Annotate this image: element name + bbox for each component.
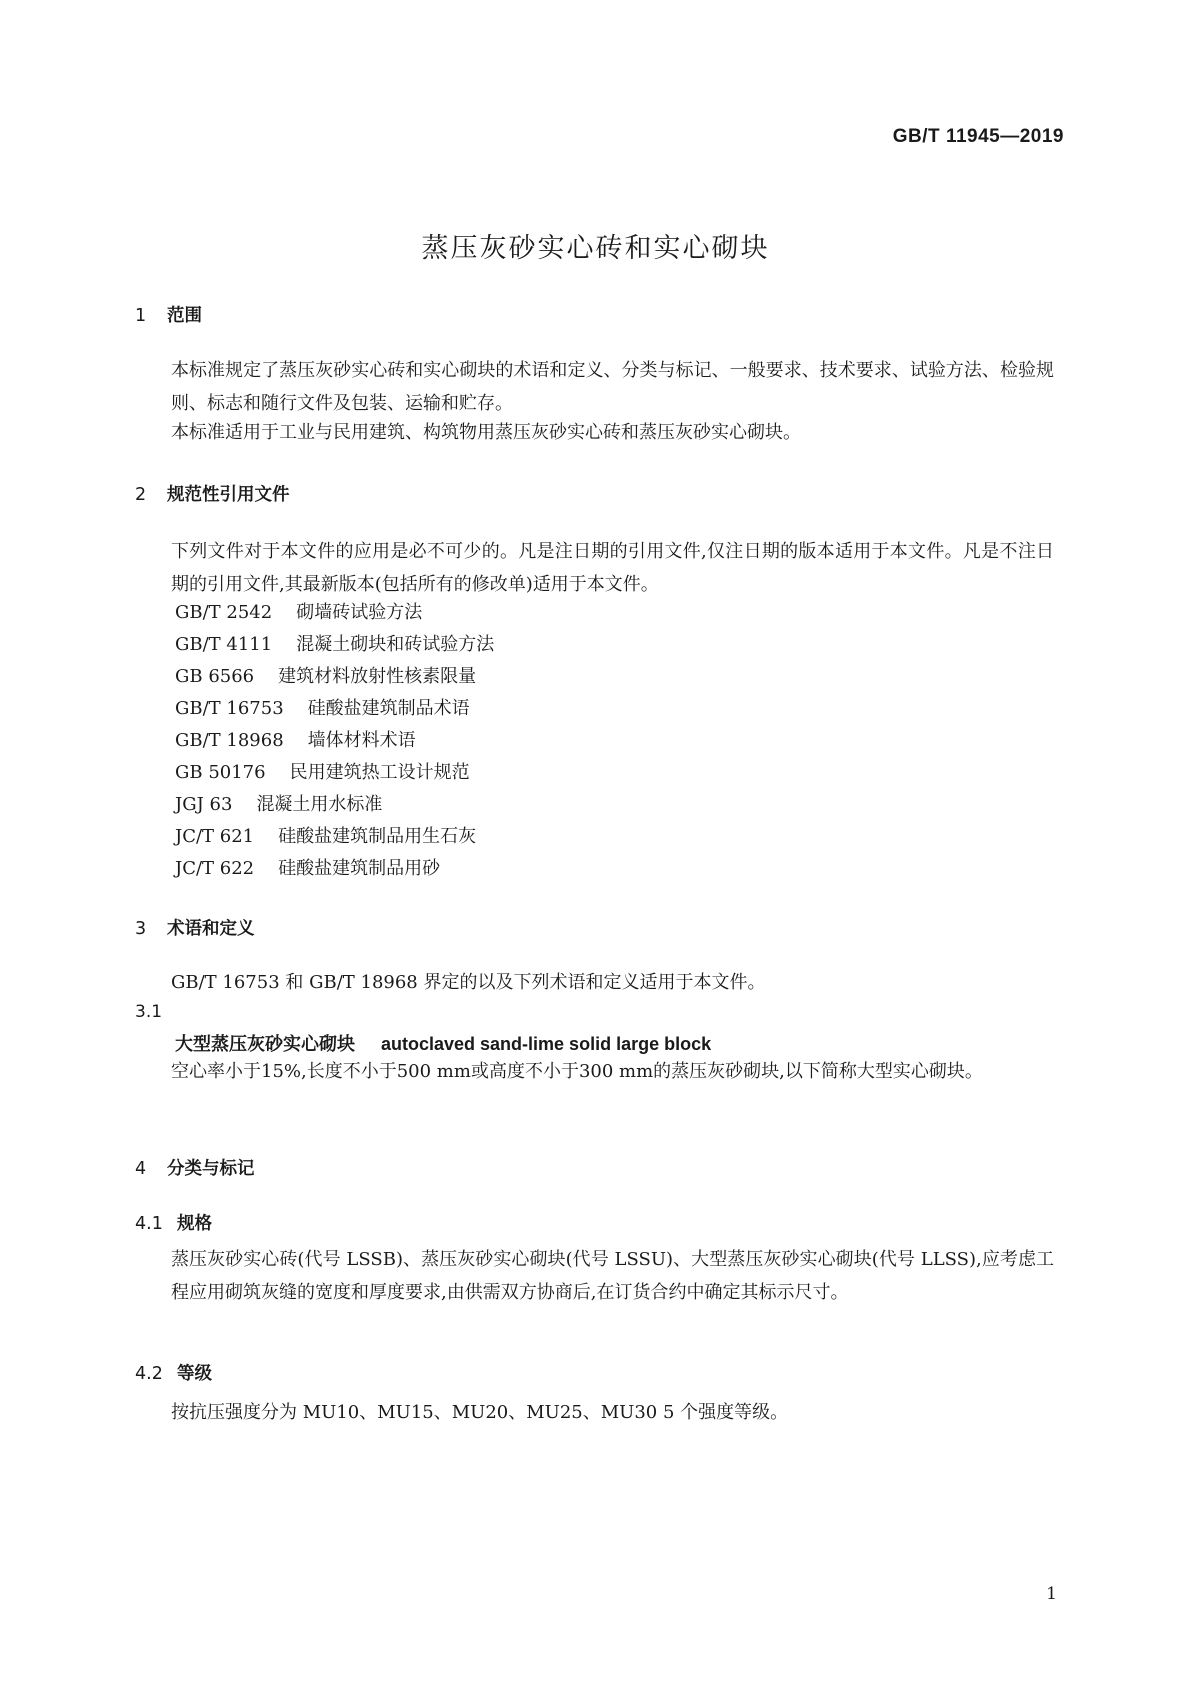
term-heading [175, 1030, 711, 1056]
term-number: 3.1 [135, 1002, 163, 1022]
document-title: 蒸压灰砂实心砖和实心砌块 [421, 233, 770, 264]
reference-item: GB/T 2542 砌墙砖试验方法 [175, 602, 423, 623]
standard-code: GB/T 11945—2019 [892, 126, 1064, 147]
section-number: 4.1 [135, 1214, 163, 1234]
subsection-4-2-paragraph: 按抗压强度分为 MU10、MU15、MU20、MU25、MU30 5 个强度等级。 [171, 1402, 789, 1423]
section-title: 等级 [177, 1364, 212, 1384]
section-title: 术语和定义 [167, 919, 255, 939]
section-number: 4.2 [135, 1364, 163, 1384]
reference-item: GB 6566 建筑材料放射性核素限量 [175, 666, 477, 687]
reference-item: JGJ 63 混凝土用水标准 [175, 794, 383, 815]
subsection-4-1-heading [135, 1210, 212, 1235]
section-title: 规范性引用文件 [167, 485, 290, 505]
subsection-4-2-heading [135, 1360, 212, 1385]
section-title: 分类与标记 [167, 1159, 255, 1179]
term-english: autoclaved sand-lime solid large block [381, 1034, 712, 1054]
reference-item: GB 50176 民用建筑热工设计规范 [175, 762, 470, 783]
section-1-paragraph-2: 本标准适用于工业与民用建筑、构筑物用蒸压灰砂实心砖和蒸压灰砂实心砌块。 [171, 422, 801, 443]
term-definition: 空心率小于15%,长度不小于500 mm或高度不小于300 mm的蒸压灰砂砌块,以下简称大型实心砌块。 [171, 1061, 983, 1082]
reference-item: JC/T 621 硅酸盐建筑制品用生石灰 [175, 826, 477, 847]
term-chinese: 大型蒸压灰砂实心砌块 [175, 1034, 355, 1055]
section-number: 3 [135, 919, 147, 939]
section-title: 规格 [177, 1214, 212, 1234]
section-1-paragraph-1: 本标准规定了蒸压灰砂实心砖和实心砌块的术语和定义、分类与标记、一般要求、技术要求、试验方法、检验规则、标志和随行文件及包装、运输和贮存。 [171, 360, 1054, 414]
reference-item: GB/T 16753 硅酸盐建筑制品术语 [175, 698, 470, 719]
section-number: 2 [135, 485, 147, 505]
section-4-heading [135, 1155, 255, 1180]
section-3-paragraph-1: GB/T 16753 和 GB/T 18968 界定的以及下列术语和定义适用于本文件。 [171, 972, 766, 993]
section-2-paragraph-1: 下列文件对于本文件的应用是必不可少的。凡是注日期的引用文件,仅注日期的版本适用于本文件。凡是不注日期的引用文件,其最新版本(包括所有的修改单)适用于本文件。 [171, 541, 1054, 595]
page-number: 1 [1046, 1584, 1057, 1604]
section-title: 范围 [167, 306, 202, 326]
section-2-heading [135, 481, 290, 506]
section-1-heading [135, 302, 202, 327]
reference-item: JC/T 622 硅酸盐建筑制品用砂 [175, 858, 441, 879]
section-number: 4 [135, 1159, 147, 1179]
reference-item: GB/T 4111 混凝土砌块和砖试验方法 [175, 634, 495, 655]
subsection-4-1-paragraph: 蒸压灰砂实心砖(代号 LSSB)、蒸压灰砂实心砌块(代号 LSSU)、大型蒸压灰砂实心砌块(代号 LLSS),应考虑工程应用砌筑灰缝的宽度和厚度要求,由供需双方协商后,在订货合约中确定其标示尺寸。 [171, 1249, 1054, 1303]
section-3-heading [135, 915, 255, 940]
section-number: 1 [135, 306, 147, 326]
reference-item: GB/T 18968 墙体材料术语 [175, 730, 416, 751]
